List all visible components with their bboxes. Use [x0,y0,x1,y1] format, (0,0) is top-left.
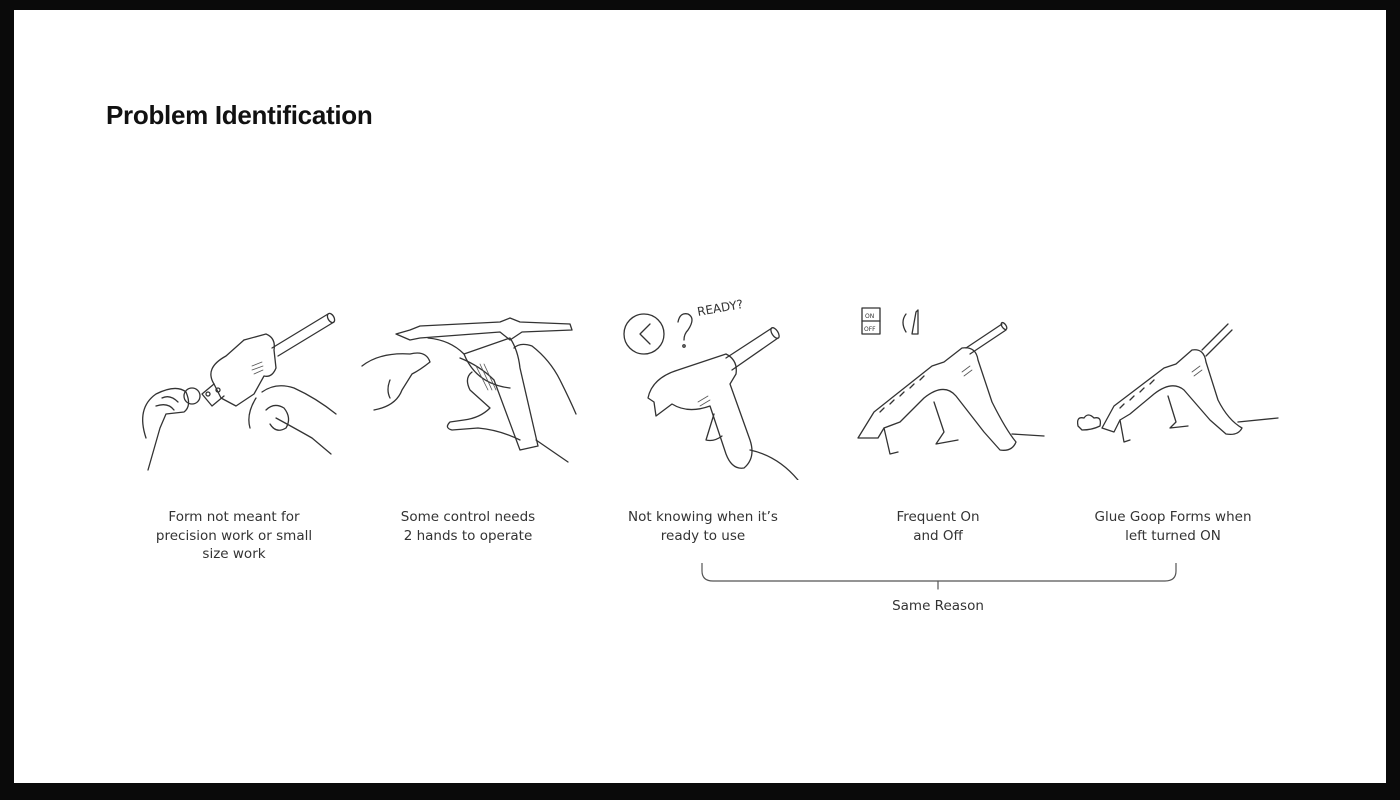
caption-two-hands: Some control needs 2 hands to operate [400,509,536,544]
ready-annotation: READY? [696,297,745,319]
caption-precision-work: Form not meant for precision work or small size work [155,509,313,562]
grouping-bracket [701,563,1177,603]
glue-goop-icon [1078,415,1101,430]
svg-text:OFF: OFF [864,326,876,333]
sketch-on-off [844,302,1054,472]
group-label: Same Reason [892,598,984,614]
sketch-two-hands [360,310,582,470]
caption-on-off: Frequent On and Off [896,509,980,544]
caption-glue-goop: Glue Goop Forms when left turned ON [1094,509,1252,544]
page-title: Problem Identification [106,100,373,130]
sketch-precision-work [126,298,346,478]
caption-readiness: Not knowing when it’s ready to use [628,509,778,544]
sketch-readiness [618,290,818,480]
clock-icon [624,314,664,354]
sketch-glue-goop [1072,310,1282,460]
svg-text:ON: ON [865,313,875,320]
slide [14,10,1386,783]
